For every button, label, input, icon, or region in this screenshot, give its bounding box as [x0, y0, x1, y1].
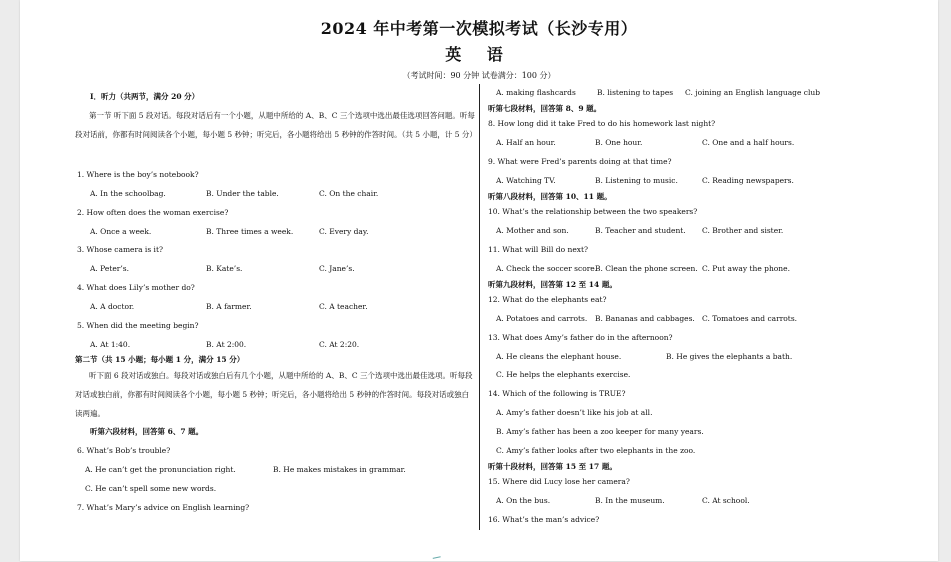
option-1a: A. In the schoolbag. [90, 189, 166, 198]
option-11a: A. Check the soccer score. [496, 264, 598, 273]
column-divider [479, 84, 480, 530]
option-7c: C. joining an English language club [685, 88, 821, 97]
section1-intro: 第一节 听下面 5 段对话。每段对话后有一个小题，从题中所给的 A、B、C 三个选项中选出最佳选项回答问题。听每段对话前，你都有时间阅读各个小题，每小题 5 秒钟；听完后，各小题将给出 5 秒钟的作答时间。（共 5 小题，计 5 分） [75, 111, 477, 139]
question-13: 13. What does Amy’s father do in the afternoon? [488, 333, 673, 342]
option-5c: C. At 2:20. [319, 340, 360, 349]
exam-subject: 英 语 [445, 45, 513, 64]
question-1: 1. Where is the boy’s notebook? [77, 170, 199, 179]
option-7a: A. making flashcards [496, 88, 576, 97]
option-3b: B. Kate’s. [206, 264, 243, 273]
option-4b: B. A farmer. [206, 302, 252, 311]
option-12b: B. Bananas and cabbages. [595, 314, 695, 323]
option-10a: A. Mother and son. [496, 226, 569, 235]
option-7b: B. listening to tapes [597, 88, 674, 97]
option-1b: B. Under the table. [206, 189, 279, 198]
option-10c: C. Brother and sister. [702, 226, 784, 235]
question-9: 9. What were Fred’s parents doing at that time? [488, 157, 672, 166]
listen-10-instruction: 听第十段材料，回答第 15 至 17 题。 [488, 462, 617, 471]
option-11c: C. Put away the phone. [702, 264, 790, 273]
option-3a: A. Peter’s. [90, 264, 129, 273]
option-8b: B. One hour. [595, 138, 643, 147]
option-15c: C. At school. [702, 496, 750, 505]
option-11b: B. Clean the phone screen. [595, 264, 698, 273]
question-2: 2. How often does the woman exercise? [77, 208, 229, 217]
section2-intro: 听下面 6 段对话或独白。每段对话或独白后有几个小题，从题中所给的 A、B、C 三个选项中选出最佳选项。听每段对话或独白前，你都有时间阅读各个小题，每小题 5 秒钟；听完后，各小题将给出 5 秒钟的作答时间。每段对话或独白读两遍。 [75, 371, 473, 418]
question-10: 10. What’s the relationship between the two speakers? [488, 207, 698, 216]
exam-title: 2024 年中考第一次模拟考试（长沙专用） [320, 19, 638, 38]
option-6a: A. He can’t get the pronunciation right. [85, 465, 236, 474]
section2-title: 第二节（共 15 小题；每小题 1 分，满分 15 分） [75, 355, 245, 364]
option-14c: C. Amy’s father looks after two elephants in the zoo. [496, 446, 696, 455]
question-15: 15. Where did Lucy lose her camera? [488, 477, 630, 486]
option-8c: C. One and a half hours. [702, 138, 795, 147]
option-5b: B. At 2:00. [206, 340, 247, 349]
option-10b: B. Teacher and student. [595, 226, 686, 235]
option-2c: C. Every day. [319, 227, 369, 236]
option-13b: B. He gives the elephants a bath. [666, 352, 793, 361]
exam-meta: （考试时间：90 分钟 试卷满分：100 分） [402, 71, 556, 80]
question-11: 11. What will Bill do next? [488, 245, 589, 254]
option-2b: B. Three times a week. [206, 227, 294, 236]
listen-6-instruction: 听第六段材料，回答第 6、7 题。 [90, 427, 204, 436]
option-3c: C. Jane’s. [319, 264, 355, 273]
section1-title: I．听力（共两节，满分 20 分） [90, 92, 200, 101]
option-4a: A. A doctor. [90, 302, 135, 311]
question-4: 4. What does Lily’s mother do? [77, 283, 195, 292]
question-16: 16. What’s the man’s advice? [488, 515, 600, 524]
question-7: 7. What’s Mary’s advice on English learning? [77, 503, 250, 512]
option-8a: A. Half an hour. [496, 138, 556, 147]
option-13c: C. He helps the elephants exercise. [496, 370, 631, 379]
option-12c: C. Tomatoes and carrots. [702, 314, 798, 323]
listen-9-instruction: 听第九段材料，回答第 12 至 14 题。 [488, 280, 617, 289]
option-15b: B. In the museum. [595, 496, 665, 505]
option-12a: A. Potatoes and carrots. [496, 314, 588, 323]
option-2a: A. Once a week. [90, 227, 152, 236]
option-4c: C. A teacher. [319, 302, 368, 311]
listen-8-instruction: 听第八段材料，回答第 10、11 题。 [488, 192, 612, 201]
question-5: 5. When did the meeting begin? [77, 321, 199, 330]
option-9b: B. Listening to music. [595, 176, 678, 185]
option-13a: A. He cleans the elephant house. [496, 352, 622, 361]
option-6c: C. He can’t spell some new words. [85, 484, 217, 493]
option-1c: C. On the chair. [319, 189, 379, 198]
option-6b: B. He makes mistakes in grammar. [273, 465, 406, 474]
question-3: 3. Whose camera is it? [77, 245, 163, 254]
option-14b: B. Amy’s father has been a zoo keeper for many years. [496, 427, 704, 436]
question-12: 12. What do the elephants eat? [488, 295, 607, 304]
question-14: 14. Which of the following is TRUE? [488, 389, 626, 398]
option-9c: C. Reading newspapers. [702, 176, 794, 185]
option-15a: A. On the bus. [496, 496, 551, 505]
question-8: 8. How long did it take Fred to do his homework last night? [488, 119, 716, 128]
option-9a: A. Watching TV. [496, 176, 556, 185]
option-5a: A. At 1:40. [90, 340, 131, 349]
exam-page [20, 0, 938, 561]
question-6: 6. What’s Bob’s trouble? [77, 446, 171, 455]
listen-7-instruction: 听第七段材料，回答第 8、9 题。 [488, 104, 602, 113]
option-14a: A. Amy’s father doesn’t like his job at all. [496, 408, 653, 417]
